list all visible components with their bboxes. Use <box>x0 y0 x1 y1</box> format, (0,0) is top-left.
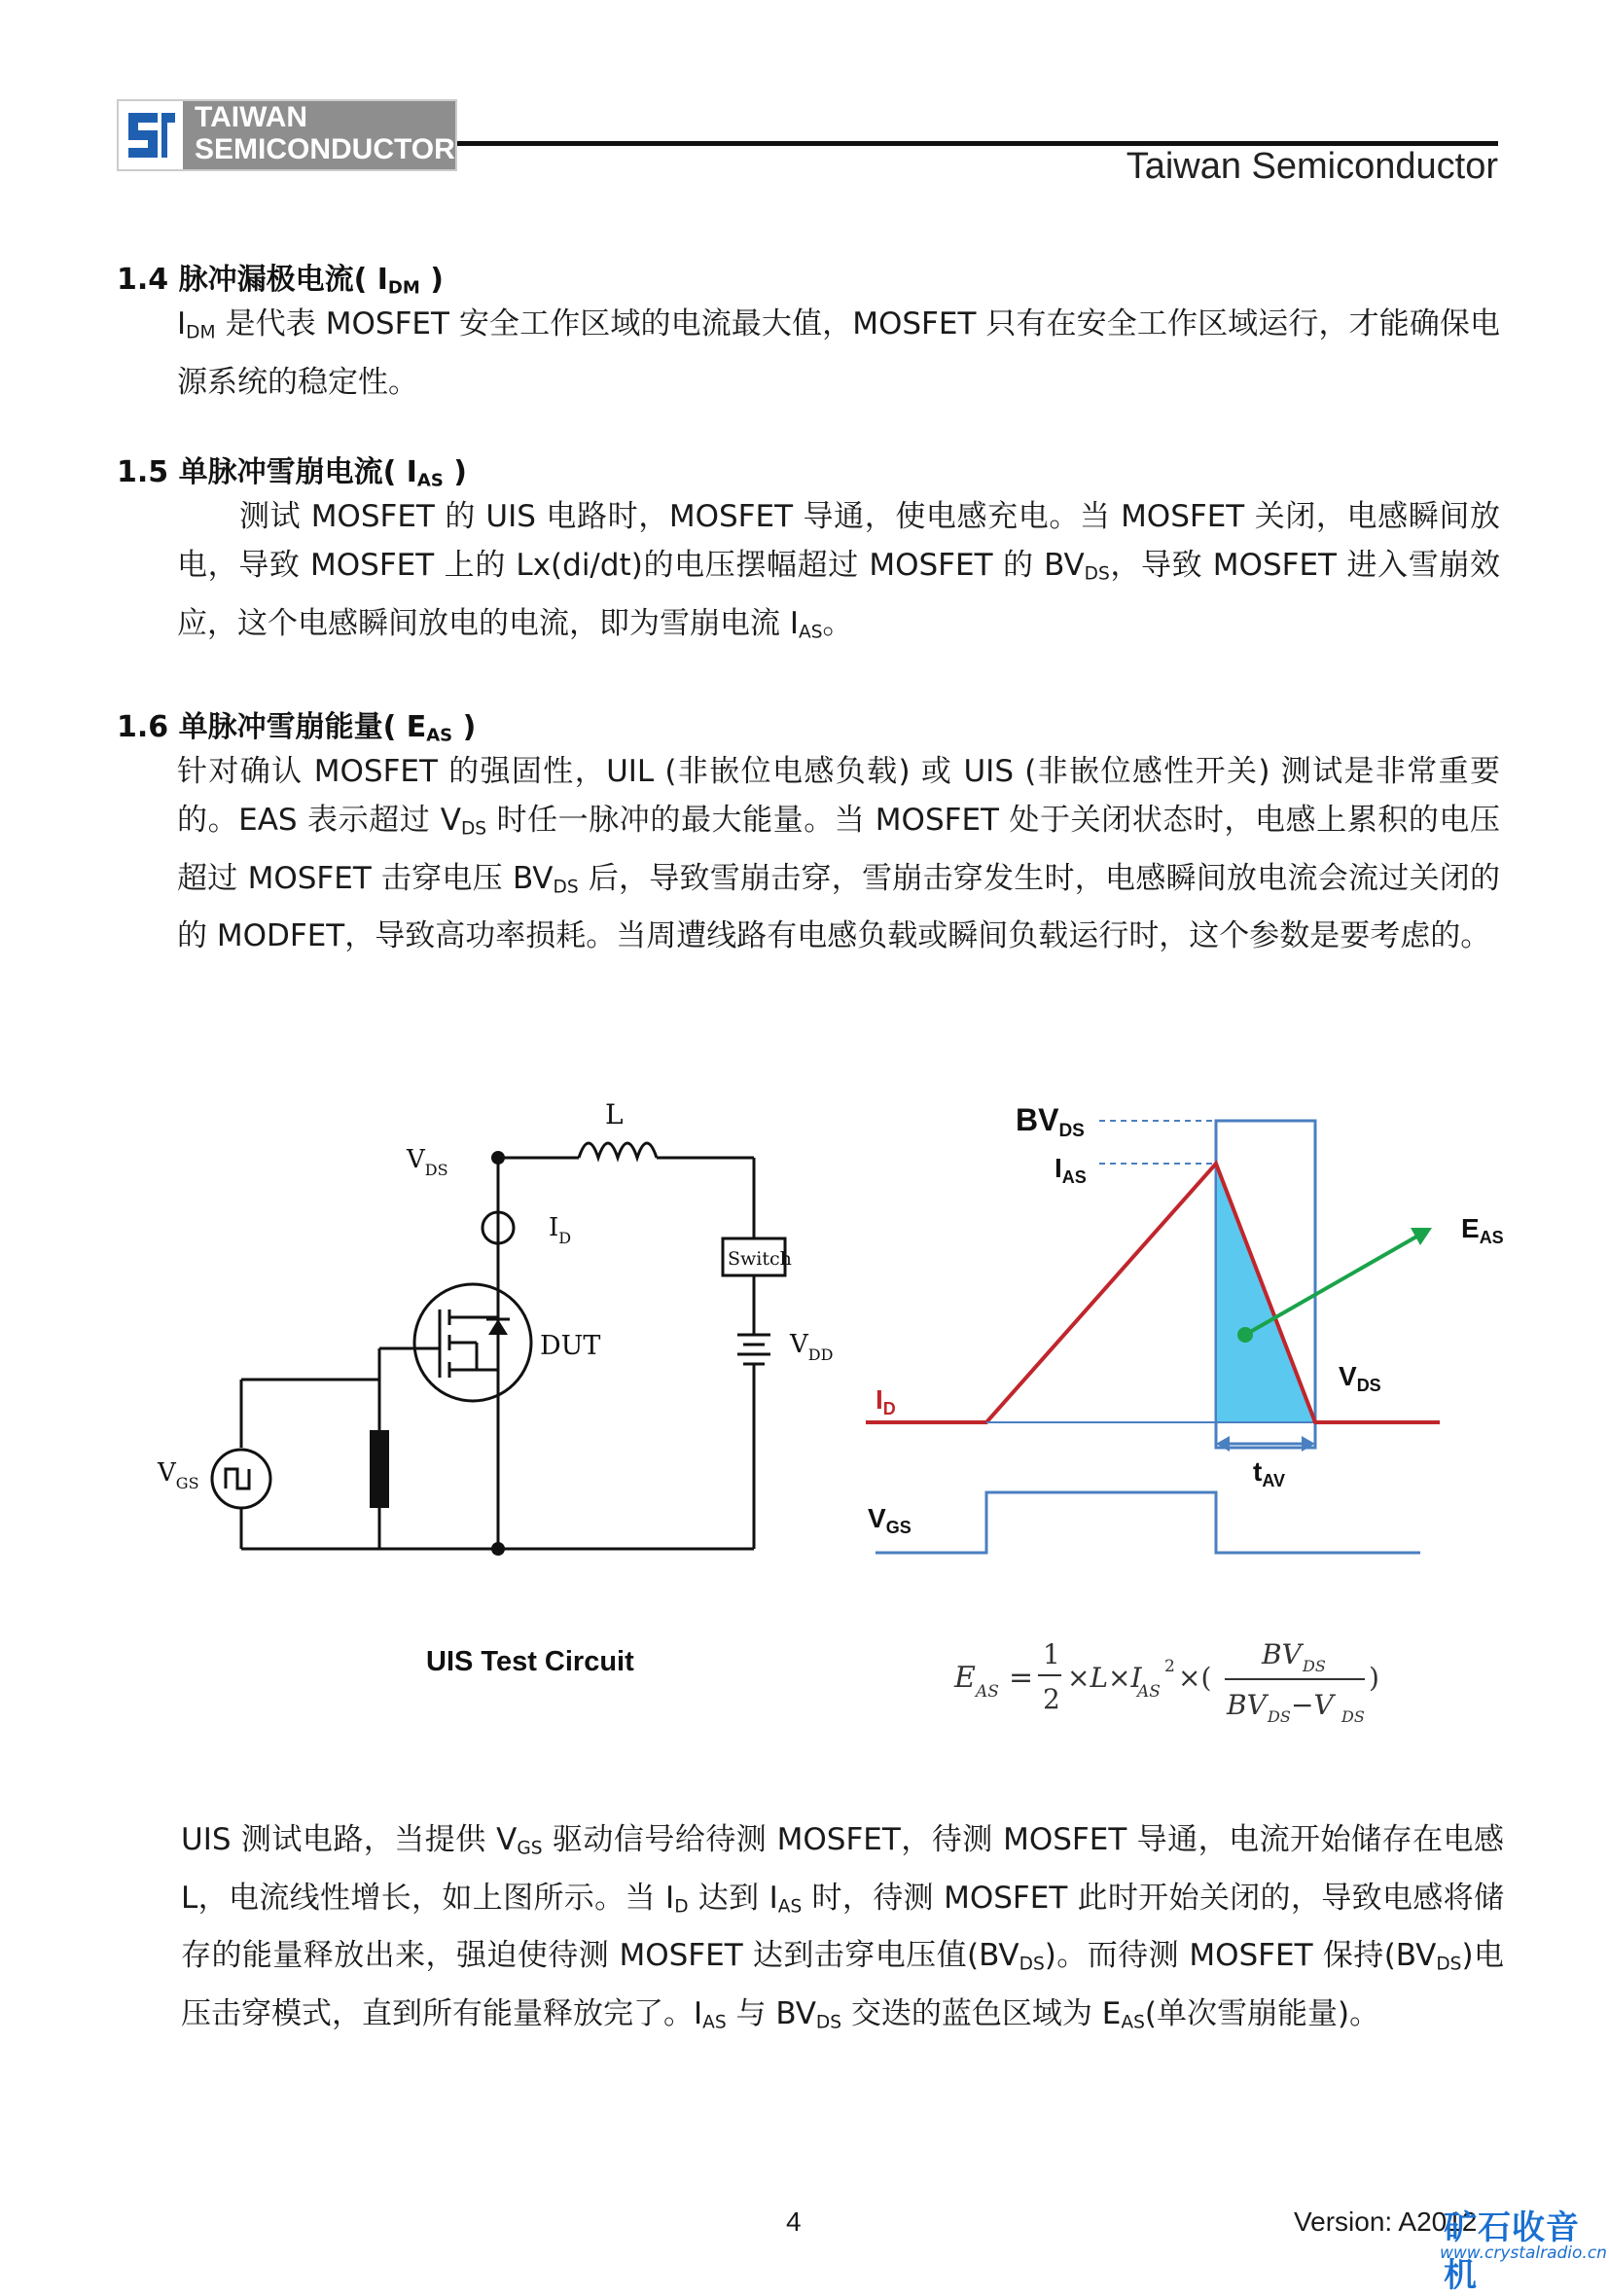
svg-text:AS: AS <box>976 1682 999 1702</box>
svg-text:2: 2 <box>1043 1683 1060 1715</box>
label-tav: $t_{AV}$ <box>1253 1456 1285 1490</box>
label-vgs: $V_{GS}$ <box>158 1458 199 1492</box>
svg-text:=: = <box>1009 1661 1034 1695</box>
section-1-4-heading: 1.4 脉冲漏极电流( $I_{DM}$ ) <box>117 263 444 299</box>
svg-text:DS: DS <box>1268 1707 1291 1726</box>
eas-formula <box>948 1625 1415 1732</box>
uis-circuit-diagram <box>136 1080 876 1586</box>
svg-text:DS: DS <box>1341 1707 1365 1726</box>
page-number: 4 <box>786 2206 802 2237</box>
label-vds-wave: $V_{DS}$ <box>1339 1361 1381 1395</box>
label-bvds: BVDS <box>1016 1102 1085 1141</box>
svg-text:): ) <box>1369 1662 1379 1694</box>
watermark-url: www.crystalradio.cn <box>1440 2243 1607 2263</box>
section-1-5-heading: 1.5 单脉冲雪崩电流( $I_{AS}$ ) <box>117 455 467 491</box>
svg-text:E: E <box>954 1661 976 1695</box>
label-id: $I_D$ <box>549 1213 572 1247</box>
section-1-5-body: 测试 MOSFET 的 UIS 电路时，MOSFET 导通，使电感充电。当 MOSFET 关闭，电感瞬间放电，导致 MOSFET 上的 Lx(di/dt)的电压摆幅超过 MOSFET 的 $BV_{DS}$，导致 MOSFET 进入雪崩效应，这个电感瞬间放电的电流，即为雪崩电流 $I_{AS}$。 <box>177 499 1500 643</box>
ts-logo-icon <box>119 101 183 169</box>
svg-text:2: 2 <box>1164 1657 1175 1676</box>
svg-text:AS: AS <box>1137 1682 1161 1702</box>
svg-text:BV: BV <box>1227 1689 1267 1721</box>
header-company: Taiwan Semiconductor <box>1126 146 1498 187</box>
label-l: L <box>605 1098 624 1130</box>
label-vdd: $V_{DD}$ <box>790 1330 834 1364</box>
version-label: Version: A2012 <box>1294 2206 1478 2237</box>
circuit-caption: UIS Test Circuit <box>426 1646 634 1677</box>
label-vds: $V_{DS}$ <box>407 1145 448 1179</box>
label-vgs-wave: $V_{GS}$ <box>868 1503 912 1537</box>
svg-text:−V: −V <box>1291 1689 1334 1721</box>
label-id-wave: $I_D$ <box>876 1384 896 1418</box>
svg-text:1: 1 <box>1043 1638 1060 1670</box>
label-switch: Switch <box>728 1248 792 1270</box>
section-1-6-heading: 1.6 单脉冲雪崩能量( $E_{AS}$ ) <box>117 710 477 746</box>
logo-text <box>195 101 455 165</box>
svg-text:×L×I: ×L×I <box>1067 1662 1142 1694</box>
logo-line2: SEMICONDUCTOR <box>195 133 455 165</box>
svg-text:BV: BV <box>1262 1638 1302 1670</box>
svg-text:×(: ×( <box>1178 1662 1212 1694</box>
label-eas: $E_{AS}$ <box>1461 1213 1504 1247</box>
label-dut: DUT <box>540 1331 601 1361</box>
watermark: 矿石收音机 <box>1444 2208 1580 2295</box>
logo-mark <box>119 101 183 169</box>
section-1-6-body: 针对确认 MOSFET 的强固性，UIL (非嵌位电感负载) 或 UIS (非嵌位感性开关) 测试是非常重要的。EAS 表示超过 $V_{DS}$ 时任一脉冲的最大能量。当 MOSFET 处于关闭状态时，电感上累积的电压超过 MOSFET 击穿电压 $BV_{DS}$ 后，导致雪崩击穿，雪崩击穿发生时，电感瞬间放电流会流过关闭的的 MODFET，导致高功率损耗。当周遭线路有电感负载或瞬间负载运行时，这个参数是要考虑的。 <box>177 754 1500 954</box>
svg-text:DS: DS <box>1303 1657 1326 1675</box>
logo-line1: TAIWAN <box>195 101 308 133</box>
section-1-4-body: $I_{DM}$ 是代表 MOSFET 安全工作区域的电流最大值，MOSFET 只有在安全工作区域运行，才能确保电源系统的稳定性。 <box>177 306 1500 400</box>
label-ias: $I_{AS}$ <box>1055 1153 1087 1187</box>
eas-waveform-diagram <box>837 1080 1504 1586</box>
uis-explanation-body: UIS 测试电路，当提供 $V_{GS}$ 驱动信号给待测 MOSFET，待测 MOSFET 导通，电流开始储存在电感 L，电流线性增长，如上图所示。当 $I_D$ 达到 $I_{AS}$ 时，待测 MOSFET 此时开始关闭的，导致电感将储存的能量释放出来，强迫使待测 MOSFET 达到击穿电压值$(BV_{DS})$。而待测 MOSFET 保持$(BV_{DS})$电压击穿模式，直到所有能量释放完了。$I_{AS}$ 与 $BV_{DS}$ 交迭的蓝色区域为 $E_{AS}$(单次雪崩能量)。 <box>181 1822 1504 2033</box>
